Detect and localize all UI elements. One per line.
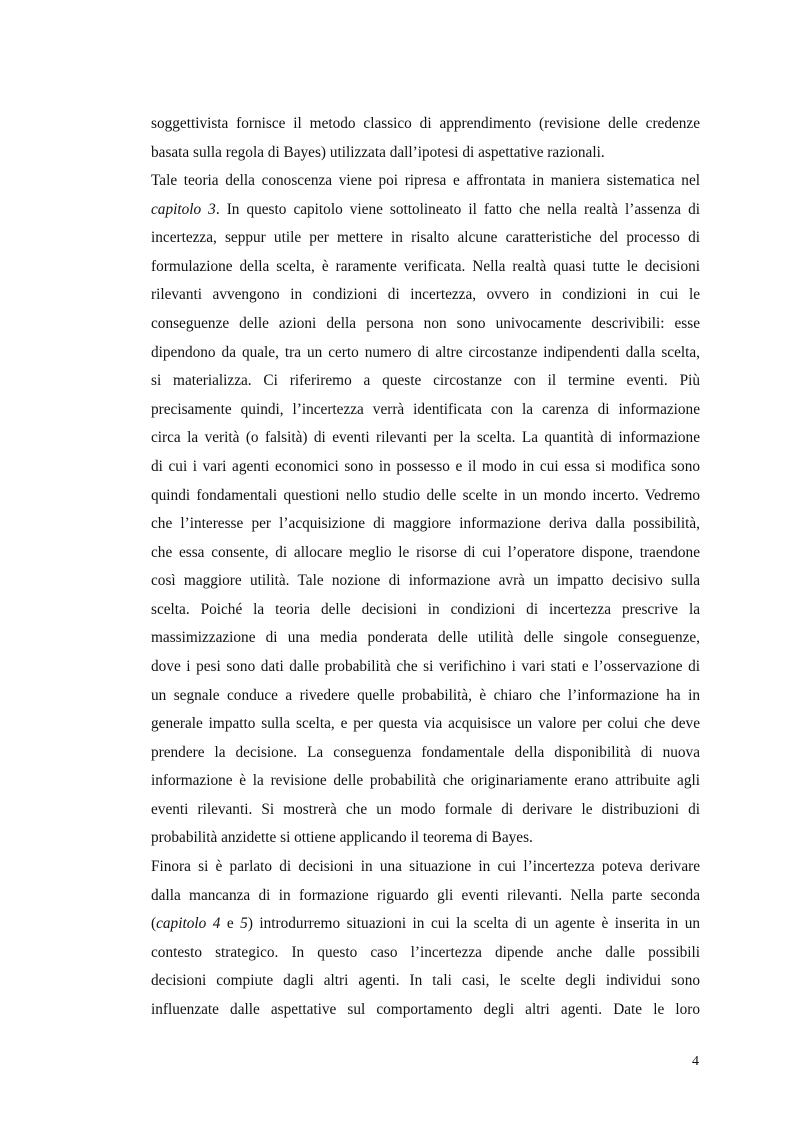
text-line: massimizzazione di una media ponderata delle utilità delle singole conseguenze, [151,629,700,647]
text-line [151,910,700,939]
text-line: precisamente quindi, l’incertezza verrà identificata con la carenza di informazione [151,400,700,418]
text-line: formulazione della scelta, è raramente verificata. Nella realtà quasi tutte le decisioni [151,257,700,275]
text-line: Finora si è parlato di decisioni in una situazione in cui l’incertezza poteva derivare [151,858,700,876]
text-line: che l’interesse per l’acquisizione di maggiore informazione deriva dalla possibilità, [151,515,700,533]
text-line: scelta. Poiché la teoria delle decisioni in condizioni di incertezza prescrive la [151,600,700,618]
chapter-reference: 5 [240,915,248,933]
text-line: dalla mancanza di in formazione riguardo gli eventi rilevanti. Nella parte seconda [151,886,700,904]
chapter-reference: capitolo 3 [151,200,216,218]
text-line: generale impatto sulla scelta, e per questa via acquisisce un valore per colui che deve [151,715,700,733]
text-line: Tale teoria della conoscenza viene poi ripresa e affrontata in maniera sistematica nel [151,172,700,190]
text-line: così maggiore utilità. Tale nozione di informazione avrà un impatto decisivo sulla [151,572,700,590]
body-text [151,110,700,1025]
text-line: conseguenze delle azioni della persona non sono univocamente descrivibili: esse [151,315,700,333]
text-line: un segnale conduce a rivedere quelle probabilità, è chiaro che l’informazione ha in [151,686,700,704]
chapter-reference: capitolo 4 [156,915,221,933]
text-fragment: . In questo capitolo viene sottolineato il fatto che nella realtà l’assenza di [215,200,700,218]
text-fragment: e [220,915,241,933]
text-line: probabilità anzidette si ottiene applicando il teorema di Bayes. [151,829,533,847]
page-number: 4 [692,1054,699,1069]
text-line: che essa consente, di allocare meglio le risorse di cui l’operatore dispone, traendone [151,543,700,561]
text-fragment: ) introdurremo situazioni in cui la scelta di un agente è inserita in un [247,915,700,933]
text-line: rilevanti avvengono in condizioni di incertezza, ovvero in condizioni in cui le [151,286,700,304]
text-line: di cui i vari agenti economici sono in possesso e il modo in cui essa si modifica sono [151,457,700,475]
text-line: incertezza, seppur utile per mettere in risalto alcune caratteristiche del processo di [151,229,700,247]
text-line: dove i pesi sono dati dalle probabilità che si verifichino i vari stati e l’osservazione di [151,657,700,675]
text-line [151,196,700,225]
text-line: quindi fondamentali questioni nello studio delle scelte in un mondo incerto. Vedremo [151,486,700,504]
text-line: circa la verità (o falsità) di eventi rilevanti per la scelta. La quantità di informazione [151,429,700,447]
text-line: influenzate dalle aspettative sul comportamento degli altri agenti. Date le loro [151,1000,700,1018]
text-line: si materializza. Ci riferiremo a queste circostanze con il termine eventi. Più [151,372,700,390]
text-line: contesto strategico. In questo caso l’incertezza dipende anche dalle possibili [151,943,700,961]
text-line: decisioni compiute dagli altri agenti. In tali casi, le scelte degli individui sono [151,972,700,990]
text-line: informazione è la revisione delle probabilità che originariamente erano attribuite agli [151,772,700,790]
text-line: dipendono da quale, tra un certo numero di altre circostanze indipendenti dalla scelta, [151,343,700,361]
text-line: basata sulla regola di Bayes) utilizzata dall’ipotesi di aspettative razionali. [151,143,605,161]
text-line: soggettivista fornisce il metodo classico di apprendimento (revisione delle credenze [151,115,700,132]
text-fragment: ( [151,915,157,933]
text-line: prendere la decisione. La conseguenza fondamentale della disponibilità di nuova [151,743,700,761]
text-line: eventi rilevanti. Si mostrerà che un modo formale di derivare le distribuzioni di [151,800,700,818]
